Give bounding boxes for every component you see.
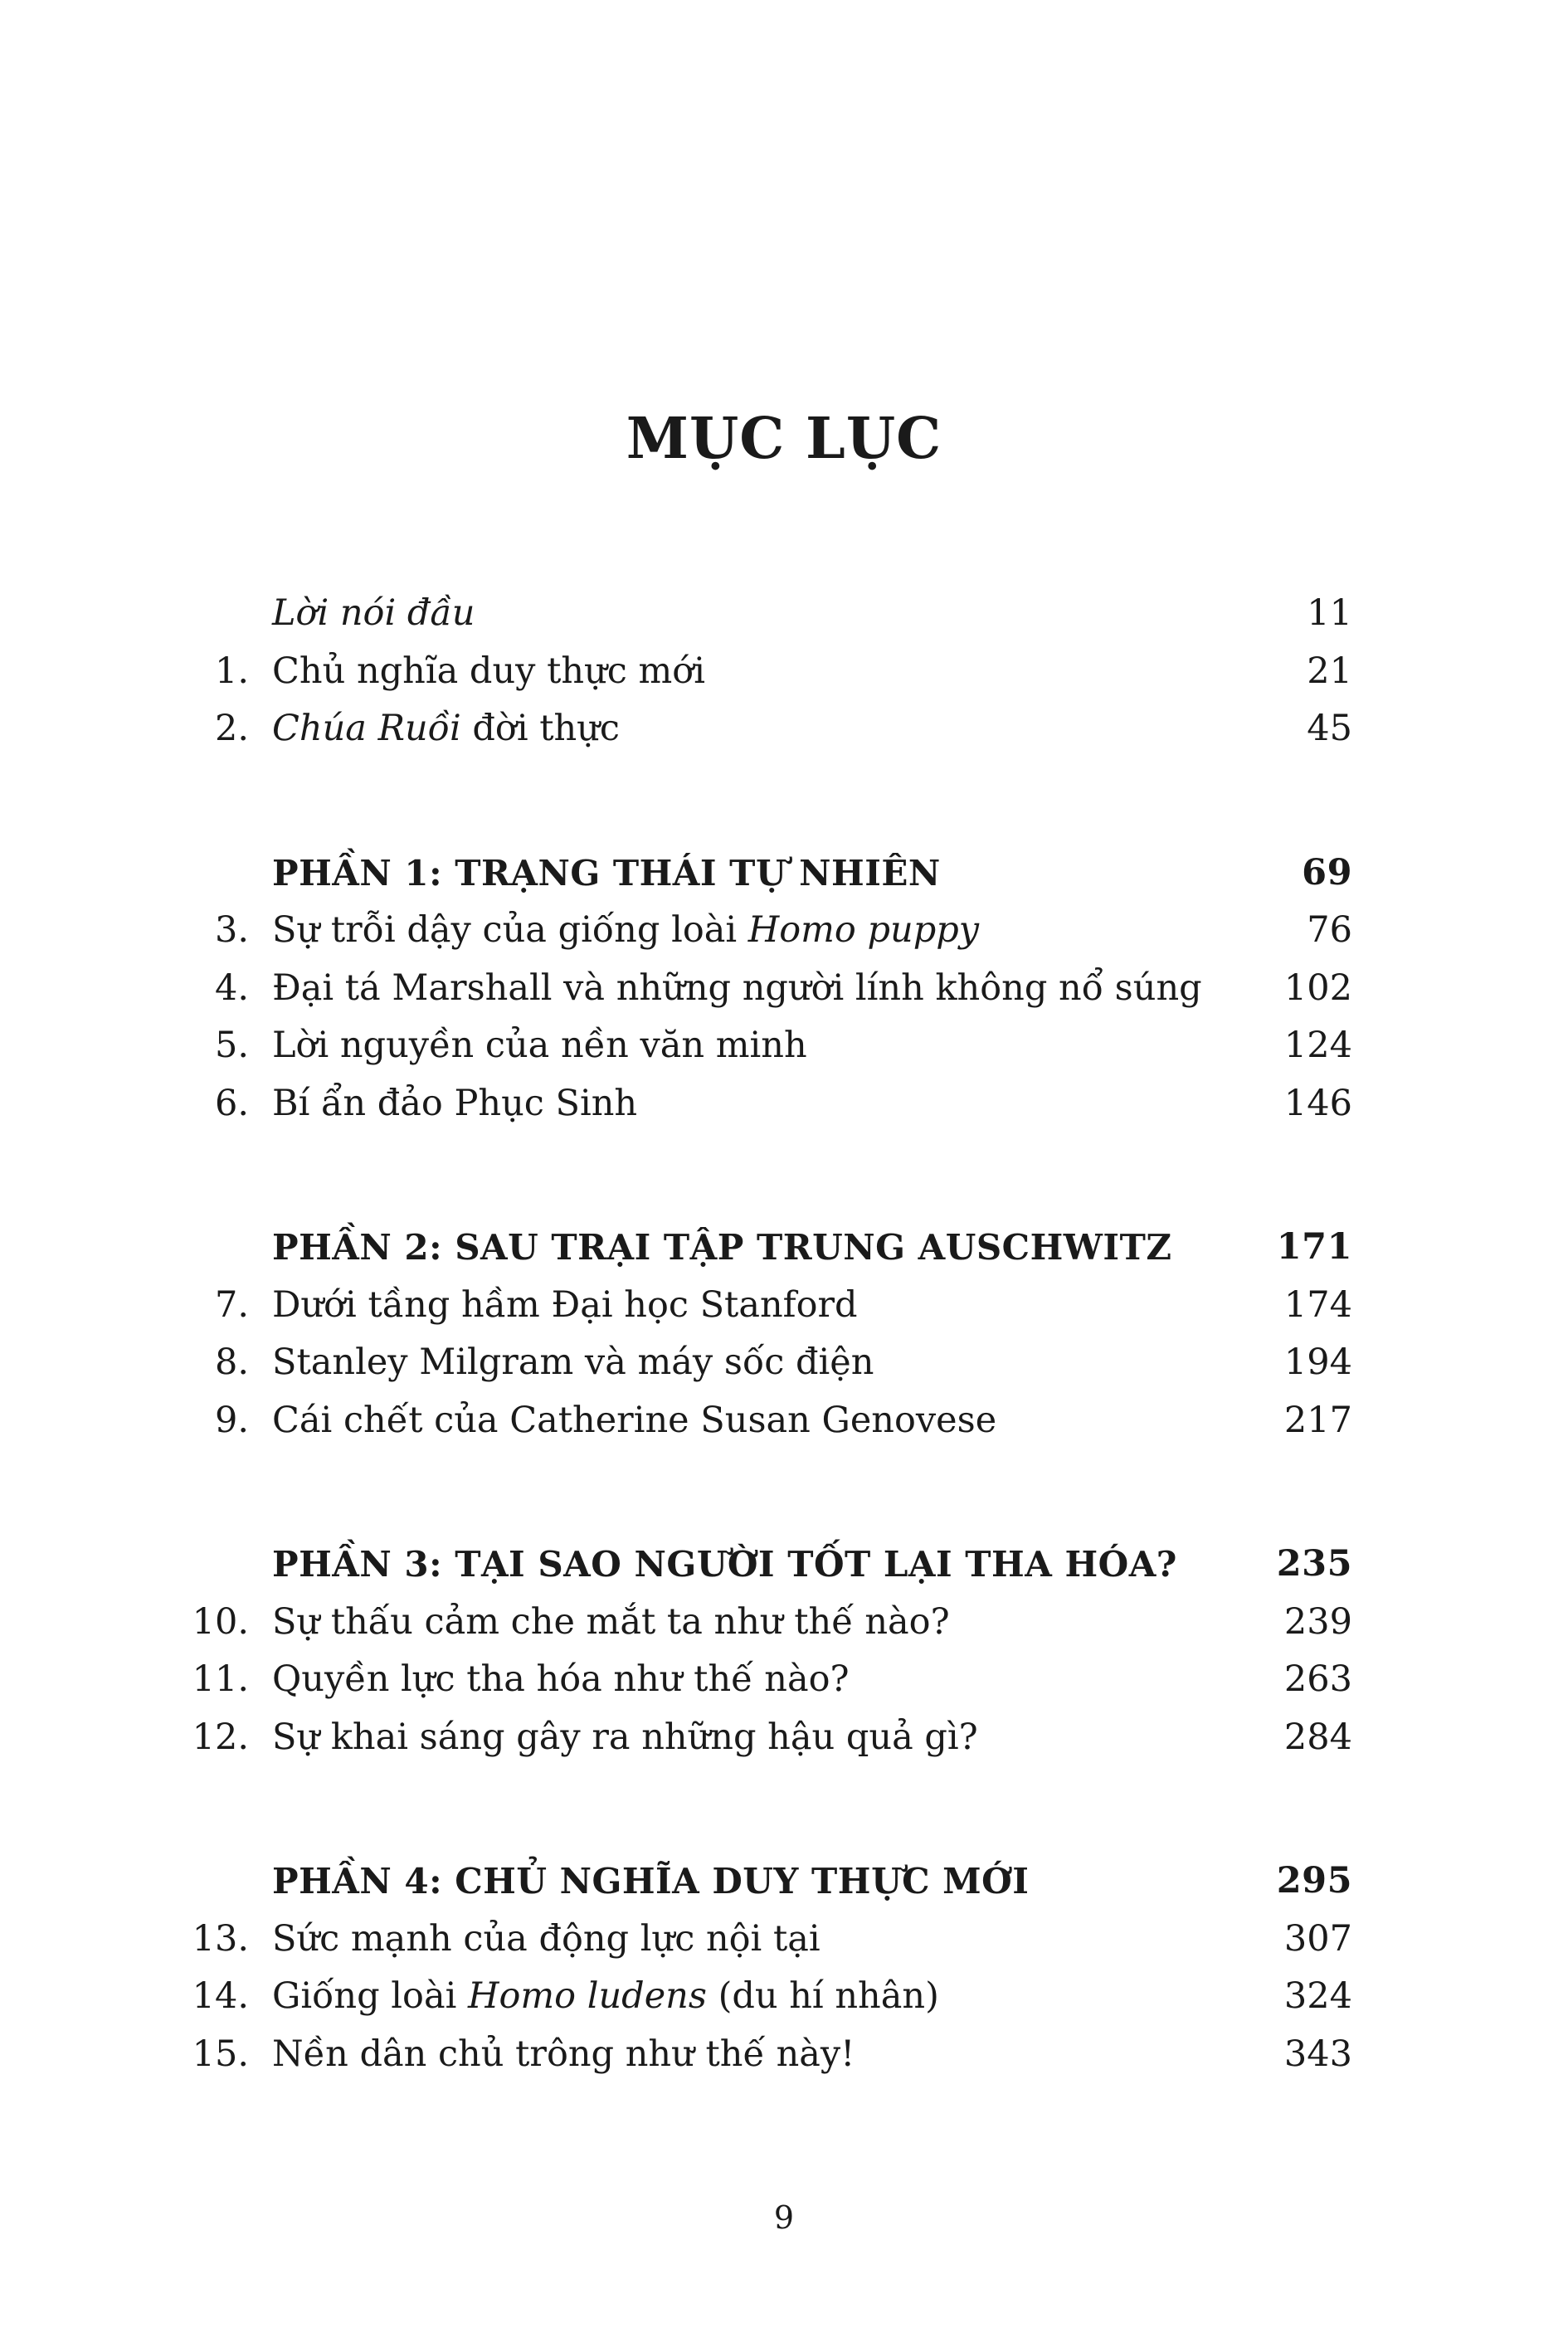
entry-number: 9. (214, 1399, 249, 1441)
entry-title-text: Sự thấu cảm che mắt ta như thế nào? (272, 1600, 950, 1643)
entry-title-italic: Homo puppy (747, 909, 980, 951)
toc-entry (191, 700, 1352, 758)
toc-entry (191, 1911, 1352, 1969)
part-heading-title: PHẦN 3: TẠI SAO NGƯỜI TỐT LẠI THA HÓA? (272, 1544, 1177, 1585)
entry-page-number: 21 (1307, 650, 1352, 692)
entry-title-text: Quyền lực tha hóa như thế nào? (272, 1658, 850, 1700)
entry-title-italic: Chúa Ruồi (272, 708, 461, 749)
entry-title (272, 1911, 821, 1969)
entry-title (272, 1017, 807, 1075)
table-of-contents (191, 585, 1352, 2083)
entry-title-text: Chủ nghĩa duy thực mới (272, 650, 705, 692)
entry-page-number: 102 (1283, 967, 1352, 1009)
entry-title-text: Stanley Milgram và máy sốc điện (272, 1342, 874, 1383)
toc-entry (191, 960, 1352, 1018)
entry-page-number: 76 (1307, 909, 1352, 951)
entry-title (272, 1651, 850, 1709)
entry-page-number: 11 (1307, 592, 1352, 634)
entry-title (272, 1075, 637, 1133)
entry-number: 11. (192, 1658, 249, 1700)
entry-page-number: 324 (1283, 1975, 1352, 2017)
entry-title-text: Giống loài (272, 1975, 468, 2017)
entry-page-number: 307 (1283, 1917, 1352, 1960)
entry-number: 2. (214, 708, 249, 749)
entry-page-number: 343 (1283, 2033, 1352, 2075)
toc-part-group (191, 1853, 1352, 2083)
entry-title-text: (du hí nhân) (706, 1975, 939, 2017)
entry-title (272, 585, 475, 643)
entry-number: 14. (192, 1975, 249, 2017)
entry-page-number: 284 (1283, 1716, 1352, 1758)
toc-entry (191, 1651, 1352, 1709)
entry-title (272, 1968, 939, 2026)
entry-page-number: 45 (1307, 708, 1352, 749)
entry-title (272, 1392, 996, 1450)
entry-number: 3. (214, 909, 249, 951)
entry-title (272, 960, 1202, 1018)
entry-title-text: Dưới tầng hầm Đại học Stanford (272, 1283, 858, 1326)
part-heading-page-number: 69 (1302, 851, 1352, 894)
toc-part-group (191, 845, 1352, 1133)
toc-entry (191, 1017, 1352, 1075)
part-heading (191, 1219, 1352, 1277)
toc-entry (191, 2026, 1352, 2084)
entry-title (272, 700, 620, 758)
part-heading-title: PHẦN 4: CHỦ NGHĨA DUY THỰC MỚI (272, 1861, 1030, 1902)
entry-title-text: Nền dân chủ trông như thế này! (272, 2033, 855, 2075)
toc-intro-group (191, 585, 1352, 758)
toc-entry (191, 1392, 1352, 1450)
entry-title (272, 1277, 858, 1335)
page-title: MỤC LỤC (626, 405, 942, 472)
entry-number: 12. (192, 1716, 249, 1758)
page-number: 9 (773, 2199, 795, 2236)
entry-page-number: 194 (1283, 1342, 1352, 1383)
part-heading-page-number: 235 (1276, 1543, 1352, 1585)
entry-page-number: 124 (1283, 1025, 1352, 1066)
part-heading-title: PHẦN 2: SAU TRẠI TẬP TRUNG AUSCHWITZ (272, 1227, 1172, 1268)
entry-page-number: 263 (1283, 1658, 1352, 1700)
part-heading-page-number: 171 (1276, 1226, 1352, 1268)
entry-page-number: 239 (1283, 1600, 1352, 1643)
entry-title-italic: Homo ludens (468, 1975, 707, 2017)
toc-entry (191, 1968, 1352, 2026)
toc-entry (191, 902, 1352, 960)
entry-title (272, 902, 979, 960)
part-heading-page-number: 295 (1276, 1860, 1352, 1902)
entry-title-text: Đại tá Marshall và những người lính không nổ súng (272, 967, 1202, 1009)
toc-part-group (191, 1219, 1352, 1449)
entry-page-number: 146 (1283, 1082, 1352, 1124)
entry-title (272, 643, 705, 701)
entry-number: 1. (214, 650, 249, 692)
toc-entry (191, 1594, 1352, 1652)
entry-title-italic: Lời nói đầu (272, 592, 475, 634)
toc-entry (191, 1709, 1352, 1767)
entry-page-number: 174 (1283, 1283, 1352, 1326)
toc-part-group (191, 1536, 1352, 1766)
entry-number: 6. (214, 1082, 249, 1124)
entry-title-text: Sự trỗi dậy của giống loài (272, 909, 748, 951)
entry-number: 15. (192, 2033, 249, 2075)
toc-entry (191, 585, 1352, 643)
entry-title (272, 1709, 978, 1767)
entry-title (272, 2026, 855, 2084)
toc-entry (191, 1277, 1352, 1335)
entry-number: 8. (214, 1342, 249, 1383)
entry-number: 5. (214, 1025, 249, 1066)
entry-title (272, 1334, 874, 1392)
entry-title-text: Cái chết của Catherine Susan Genovese (272, 1399, 997, 1441)
part-heading-title: PHẦN 1: TRẠNG THÁI TỰ NHIÊN (272, 852, 941, 894)
entry-title-text: Bí ẩn đảo Phục Sinh (272, 1082, 638, 1124)
entry-number: 4. (214, 967, 249, 1009)
part-heading (191, 1853, 1352, 1911)
part-heading (191, 1536, 1352, 1594)
entry-page-number: 217 (1283, 1399, 1352, 1441)
toc-entry (191, 643, 1352, 701)
entry-number: 7. (214, 1283, 249, 1326)
part-heading (191, 845, 1352, 903)
toc-entry (191, 1334, 1352, 1392)
toc-entry (191, 1075, 1352, 1133)
entry-title-text: Sức mạnh của động lực nội tại (272, 1917, 821, 1960)
entry-number: 13. (192, 1917, 249, 1960)
entry-title-text: Sự khai sáng gây ra những hậu quả gì? (272, 1716, 978, 1758)
entry-title-text: đời thực (460, 708, 620, 749)
entry-title (272, 1594, 950, 1652)
entry-number: 10. (192, 1600, 249, 1643)
entry-title-text: Lời nguyền của nền văn minh (272, 1025, 807, 1066)
